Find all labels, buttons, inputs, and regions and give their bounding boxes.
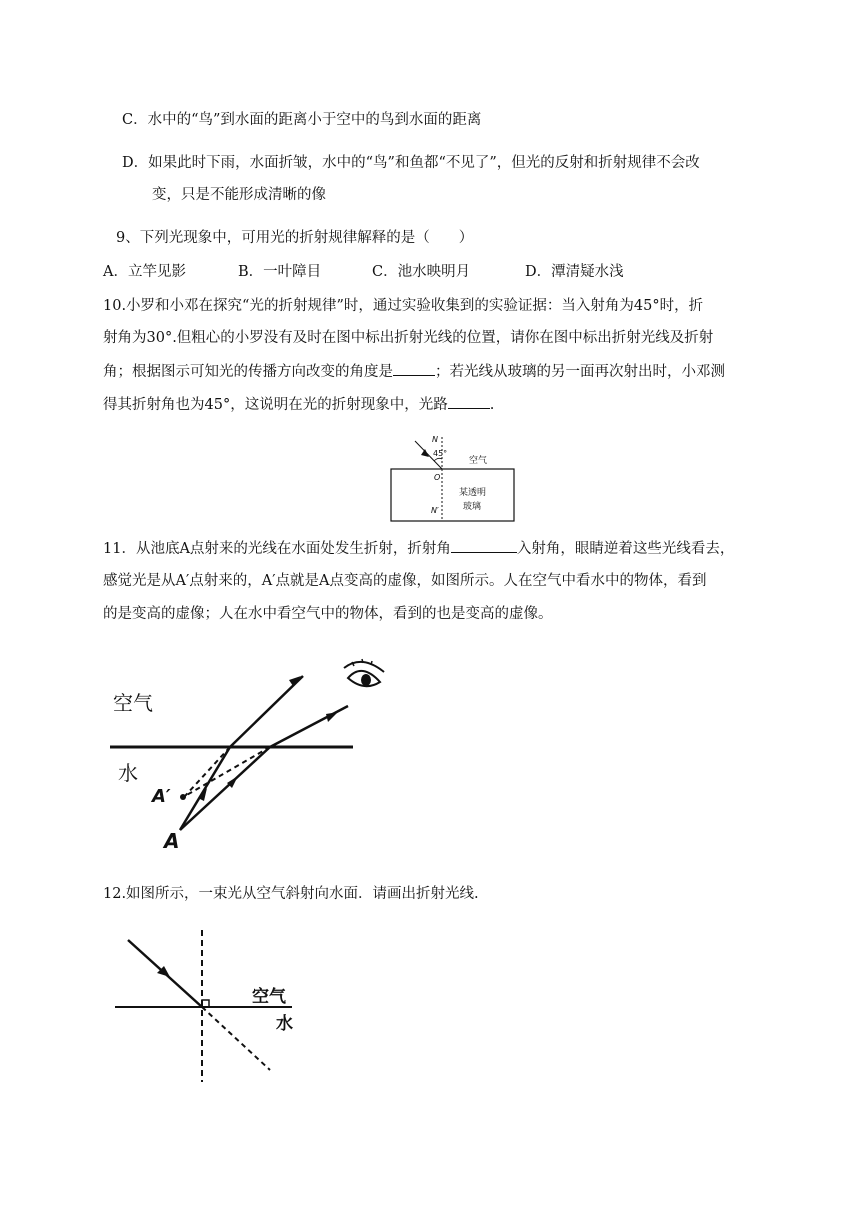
arrow-air-ray-2 [326,712,338,722]
air-label: 空气 [113,691,153,715]
q10-line4-part1: 得其折射角也为45°，这说明在光的折射现象中，光路 [103,397,448,413]
q10-line3 [103,361,725,382]
q9-option-b: B．一叶障目 [238,264,322,280]
q11-line2: 感觉光是从A′点射来的，A′点就是A点变高的虚像，如图所示。人在空气中看水中的物体，看到 [103,573,707,589]
water-label: 水 [276,1014,293,1034]
q8-option-d-line1: D．如果此时下雨，水面折皱，水中的“鸟”和鱼都“不见了”，但光的反射和折射规律不会改 [122,155,700,171]
glass-block [391,469,514,521]
q10-line4-part2: . [489,397,495,413]
q9-option-a: A．立竿见影 [103,264,186,280]
incident-angle-arc [434,458,442,461]
virtual-ray-2 [185,747,270,796]
q10-refraction-figure [385,433,535,523]
q10-line4 [103,394,494,415]
q10-line3-part2: ；若光线从玻璃的另一面再次射出时，小邓测 [435,364,725,380]
angle-label: 45° [433,449,448,458]
q8-option-d-line2: 变，只是不能形成清晰的像 [152,187,326,203]
q12-stem: 12.如图所示，一束光从空气斜射向水面．请画出折射光线. [103,886,479,902]
q10-answer-blank-2[interactable] [448,394,490,409]
q9-option-d: D．潭清疑水浅 [525,264,624,280]
normal-bottom-label: N′ [431,506,439,515]
reflected-extension [202,1007,270,1070]
q11-refraction-figure [100,652,390,857]
q12-refraction-figure [110,930,310,1085]
image-point-label: A′ [152,786,171,807]
right-angle-marker [202,1000,209,1007]
q11-answer-blank[interactable] [451,538,517,553]
q9-stem: 9、下列光现象中，可用光的折射规律解释的是（ ） [116,230,474,246]
air-label: 空气 [469,456,488,466]
q11-line3: 的是变高的虚像；人在水中看空气中的物体，看到的也是变高的虚像。 [103,606,553,622]
air-label: 空气 [252,987,286,1007]
q8-option-c: C．水中的“鸟”到水面的距离小于空中的鸟到水面的距离 [122,112,482,128]
water-label: 水 [118,761,138,785]
q10-line1: 10.小罗和小邓在探究“光的折射规律”时，通过实验收集到的实验证据：当入射角为45°时，折 [103,298,704,314]
source-point-label: A [164,829,180,853]
glass-label-line2: 玻璃 [463,502,482,512]
underwater-ray-1 [180,747,230,830]
incident-ray-arrow [421,449,429,457]
q10-line2: 射角为30°.但粗心的小罗没有及时在图中标出折射光线的位置，请你在图中标出折射光线及折射 [103,330,714,346]
q10-line3-part1: 角；根据图示可知光的传播方向改变的角度是 [103,364,393,380]
q9-option-c: C．池水映明月 [372,264,471,280]
q11-line1-part1: 11．从池底A点射来的光线在水面处发生折射，折射角 [103,541,451,557]
air-ray-2 [270,706,348,747]
underwater-ray-2 [180,747,270,830]
image-point-dot [180,794,186,800]
q9-options [103,262,723,282]
q11-line1 [103,538,734,559]
glass-label-line1: 某透明 [459,488,487,498]
q11-line1-part2: 入射角，眼睛逆着这些光线看去， [516,541,735,557]
eye-icon [344,659,384,686]
q10-answer-blank-1[interactable] [393,361,435,376]
normal-top-label: N [432,435,438,444]
point-o-label: O [434,473,441,482]
